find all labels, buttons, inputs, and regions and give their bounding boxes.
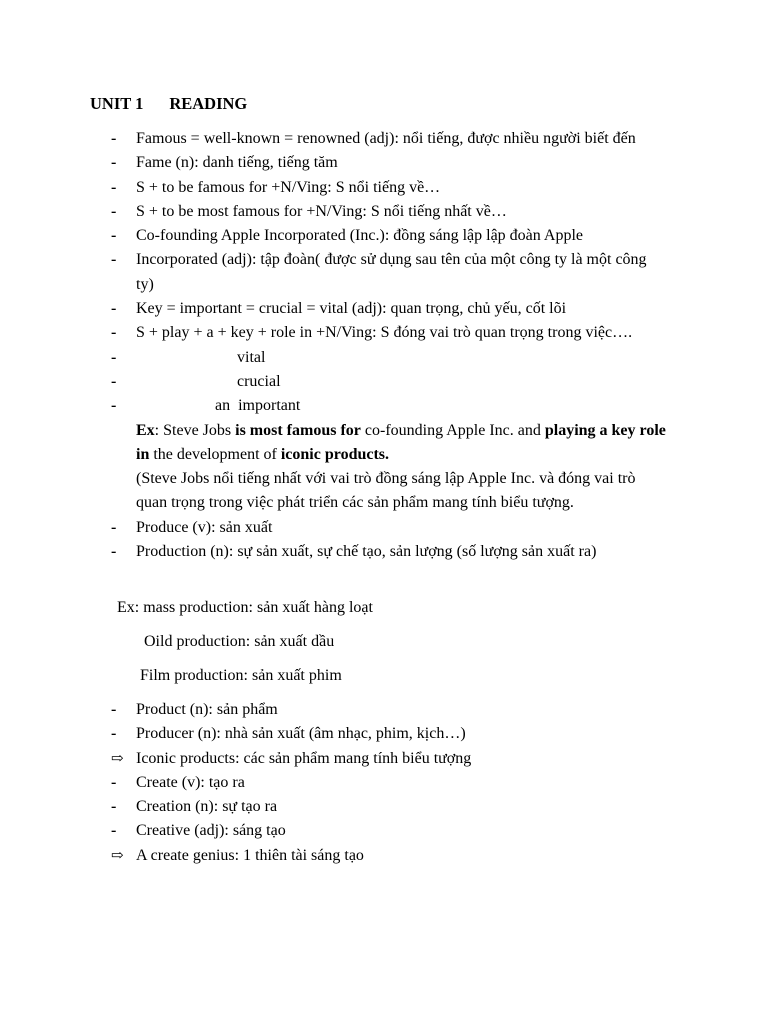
list-item-text: Create (v): tạo ra (136, 773, 245, 791)
bullet-dash: - (111, 227, 117, 245)
list-item-text: Famous = well-known = renowned (adj): nổi tiếng, được nhiều người biết đến (136, 130, 636, 147)
list-item (0, 516, 768, 540)
example-paragraph (0, 419, 768, 468)
list-item (0, 151, 768, 175)
bullet-dash: - (111, 372, 117, 390)
list-item (0, 224, 768, 248)
list-item (0, 771, 768, 795)
vocab-list-continued (0, 698, 768, 868)
list-item-text: Key = important = crucial = vital (adj): quan trọng, chủ yếu, cốt lõi (136, 300, 567, 318)
list-item-text: S + to be most famous for +N/Ving: S nổi tiếng nhất về… (136, 202, 507, 220)
example-label: Ex (136, 421, 155, 439)
page-title (90, 93, 247, 115)
list-item-text: S + play + a + key + role in +N/Ving: S đóng vai trò quan trọng trong việc…. (136, 324, 633, 342)
bullet-dash: - (111, 154, 117, 172)
bullet-dash: - (111, 397, 117, 415)
example-text: co-founding Apple Inc. and (360, 421, 545, 439)
arrow-icon: ⇨ (111, 847, 124, 864)
production-example-line: Ex: mass production: sản xuất hàng loạt (117, 599, 373, 616)
example-bold: iconic products. (280, 445, 390, 463)
list-item-text: an important (215, 397, 301, 415)
example-text: : Steve Jobs (154, 421, 236, 439)
list-item-text: Fame (n): danh tiếng, tiếng tăm (136, 154, 338, 172)
bullet-dash: - (111, 701, 117, 718)
bullet-dash: - (111, 178, 117, 196)
list-item-text: crucial (237, 372, 281, 390)
list-item-text: vital (237, 348, 266, 366)
bullet-dash: - (111, 324, 117, 342)
list-item-text: Production (n): sự sản xuất, sự chế tạo, sản lượng (số lượng sản xuất ra) (136, 543, 597, 561)
production-example-line: Oild production: sản xuất dầu (144, 633, 335, 650)
bullet-dash: - (111, 798, 117, 816)
list-item (0, 722, 768, 746)
example-bold: playing a key role in (136, 421, 666, 463)
bullet-dash: - (111, 725, 117, 743)
bullet-dash: - (111, 130, 117, 147)
bullet-dash: - (111, 348, 117, 366)
bullet-dash: - (111, 202, 117, 220)
bullet-dash: - (111, 822, 117, 840)
example-translation: (Steve Jobs nổi tiếng nhất với vai trò đồng sáng lập Apple Inc. và đóng vai trò quan trọng trong việc phát triển các sản phẩm mang tính biểu tượng. (136, 470, 636, 512)
list-item-text: Creation (n): sự tạo ra (136, 798, 278, 816)
section-label: READING (169, 94, 248, 113)
bullet-dash: - (111, 251, 117, 269)
list-item (0, 370, 768, 394)
list-item-text: Producer (n): nhà sản xuất (âm nhạc, phim, kịch…) (136, 725, 466, 743)
arrow-icon: ⇨ (111, 750, 124, 767)
list-item (0, 540, 768, 564)
bullet-dash: - (111, 773, 117, 791)
list-item (0, 248, 768, 297)
list-item (0, 819, 768, 843)
list-item (0, 176, 768, 200)
list-item (0, 394, 768, 418)
list-item (0, 698, 768, 722)
unit-label: UNIT 1 (90, 94, 144, 113)
list-item-text: S + to be famous for +N/Ving: S nổi tiếng về… (136, 178, 441, 196)
list-item (0, 200, 768, 224)
list-item (0, 346, 768, 370)
example-text: the development of (149, 445, 281, 463)
list-item (0, 127, 768, 151)
list-item-text: Co-founding Apple Incorporated (Inc.): đồng sáng lập lập đoàn Apple (136, 227, 583, 245)
list-item (0, 747, 768, 771)
example-bold: is most famous for (235, 421, 361, 439)
list-item (0, 844, 768, 868)
bullet-dash: - (111, 518, 117, 536)
list-item-text: Iconic products: các sản phẩm mang tính biểu tượng (136, 749, 472, 767)
list-item (0, 795, 768, 819)
list-item (0, 297, 768, 321)
bullet-dash: - (111, 543, 117, 561)
list-item (0, 321, 768, 345)
vocab-list (0, 127, 768, 564)
list-item-text: Incorporated (adj): tập đoàn( được sử dụng sau tên của một công ty là một công ty) (136, 251, 647, 293)
list-item-text: Product (n): sản phẩm (136, 701, 278, 718)
list-item-text: Produce (v): sản xuất (136, 518, 273, 536)
bullet-dash: - (111, 300, 117, 318)
list-item-text: A create genius: 1 thiên tài sáng tạo (136, 846, 364, 864)
production-example-line: Film production: sản xuất phim (140, 667, 342, 684)
list-item-text: Creative (adj): sáng tạo (136, 822, 286, 840)
